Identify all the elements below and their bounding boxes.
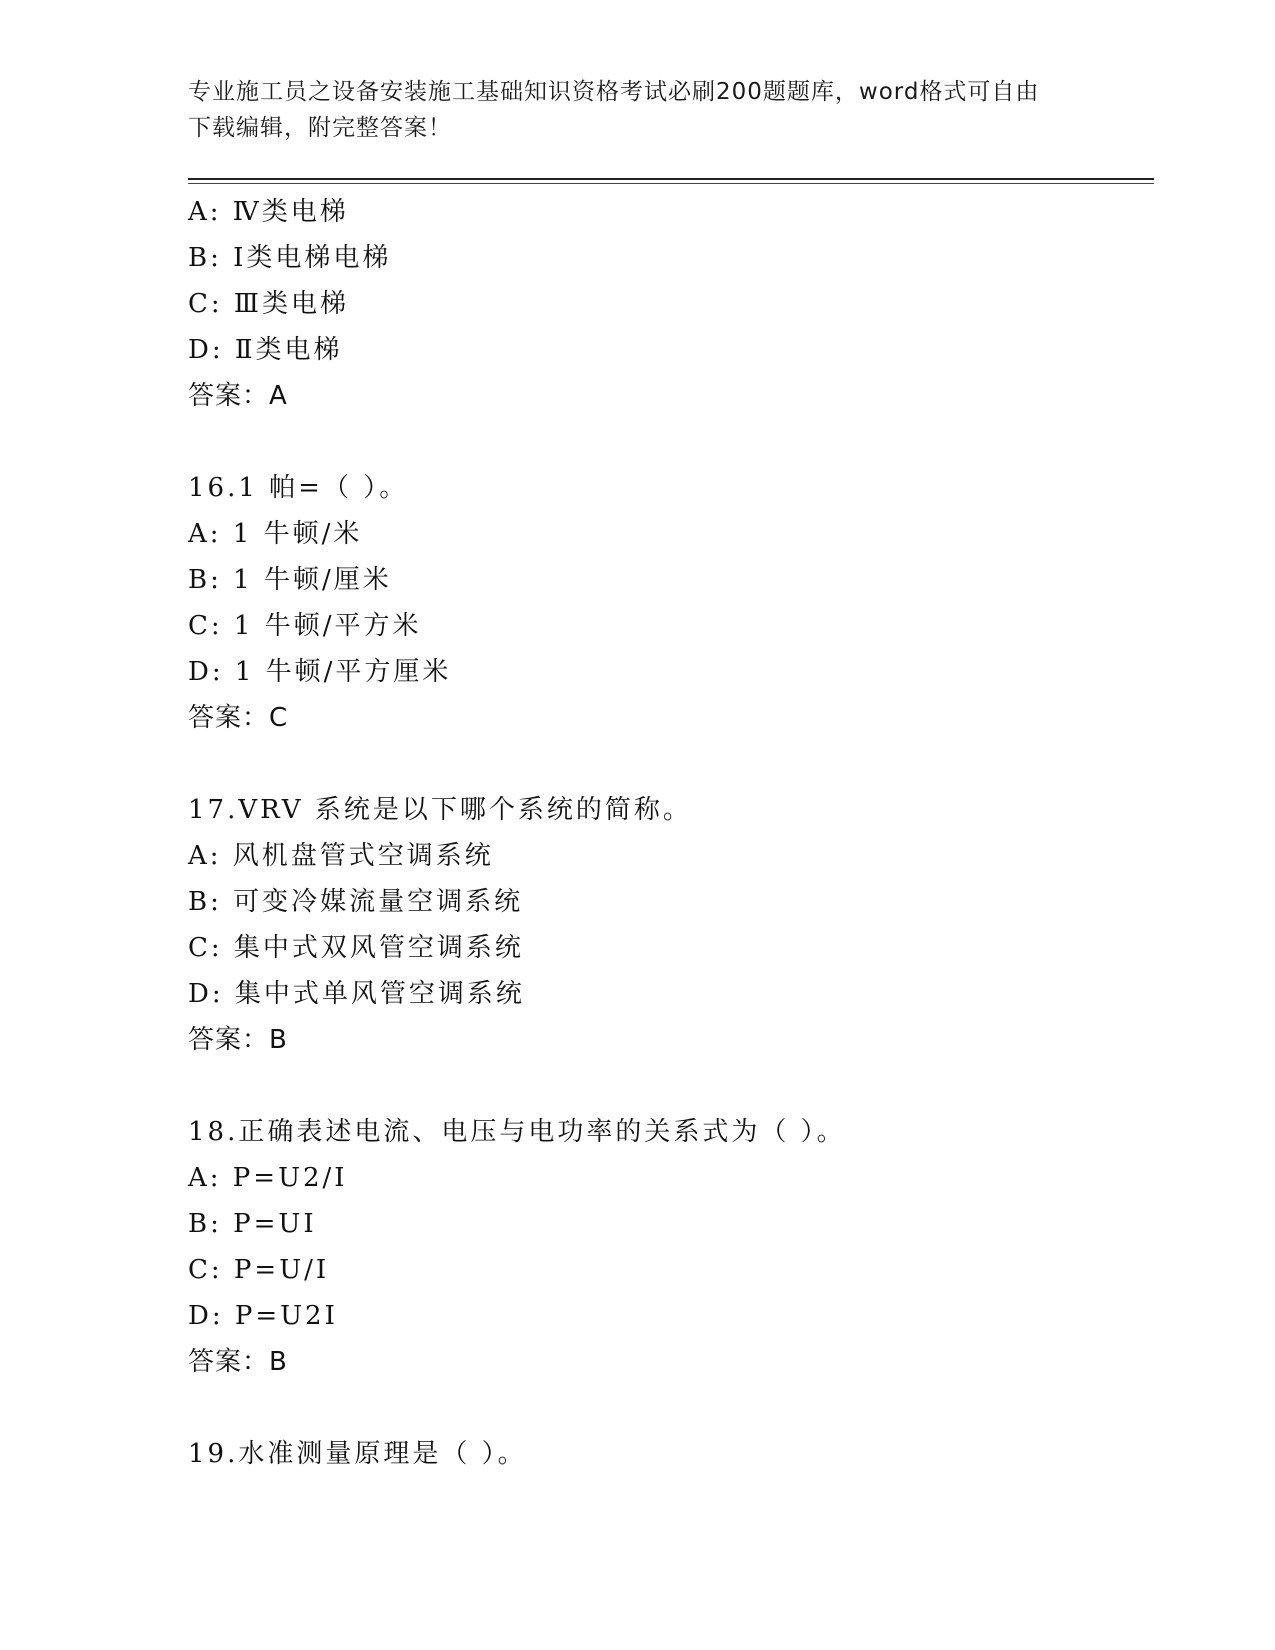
question-stem: 16.1 帕=（ ）。 xyxy=(188,473,409,503)
answer: 答案：B xyxy=(188,1347,288,1377)
option-d: D: 1 牛顿/平方厘米 xyxy=(188,657,452,687)
option-a: A: Ⅳ类电梯 xyxy=(188,197,349,227)
question-stem: 18.正确表述电流、电压与电功率的关系式为（ ）。 xyxy=(188,1117,846,1147)
question-17 xyxy=(188,787,1154,1063)
spacer xyxy=(188,1063,1154,1109)
option-a: A: 1 牛顿/米 xyxy=(188,519,363,549)
spacer xyxy=(188,1385,1154,1431)
question-19 xyxy=(188,1431,1154,1477)
option-d: D: Ⅱ类电梯 xyxy=(188,335,343,365)
answer: 答案：B xyxy=(188,1025,288,1055)
option-a: A: 风机盘管式空调系统 xyxy=(188,841,494,871)
document-header xyxy=(188,74,1088,146)
header-divider-thick xyxy=(188,178,1154,180)
question-stem: 17.VRV 系统是以下哪个系统的简称。 xyxy=(188,795,692,825)
option-d: D: 集中式单风管空调系统 xyxy=(188,979,525,1009)
option-c: C: 1 牛顿/平方米 xyxy=(188,611,422,641)
option-b: B: 1 牛顿/厘米 xyxy=(188,565,392,595)
option-b: B: Ⅰ类电梯电梯 xyxy=(188,243,392,273)
option-c: C: Ⅲ类电梯 xyxy=(188,289,349,319)
question-18 xyxy=(188,1109,1154,1385)
question-15 xyxy=(188,189,1154,419)
option-b: B: P=UI xyxy=(188,1209,317,1239)
header-line-1: 专业施工员之设备安装施工基础知识资格考试必刷200题题库，word格式可自由 xyxy=(188,79,1040,105)
question-stem: 19.水准测量原理是（ ）。 xyxy=(188,1439,527,1469)
option-c: C: P=U/I xyxy=(188,1255,330,1285)
answer: 答案：C xyxy=(188,703,289,733)
option-c: C: 集中式双风管空调系统 xyxy=(188,933,524,963)
question-16 xyxy=(188,465,1154,741)
header-line-2: 下载编辑，附完整答案！ xyxy=(188,115,452,141)
option-b: B: 可变冷媒流量空调系统 xyxy=(188,887,524,917)
option-a: A: P=U2/I xyxy=(188,1163,348,1193)
spacer xyxy=(188,741,1154,787)
header-divider-thin xyxy=(188,183,1154,184)
answer: 答案：A xyxy=(188,381,288,411)
spacer xyxy=(188,419,1154,465)
question-list xyxy=(188,189,1154,1477)
option-d: D: P=U2I xyxy=(188,1301,338,1331)
